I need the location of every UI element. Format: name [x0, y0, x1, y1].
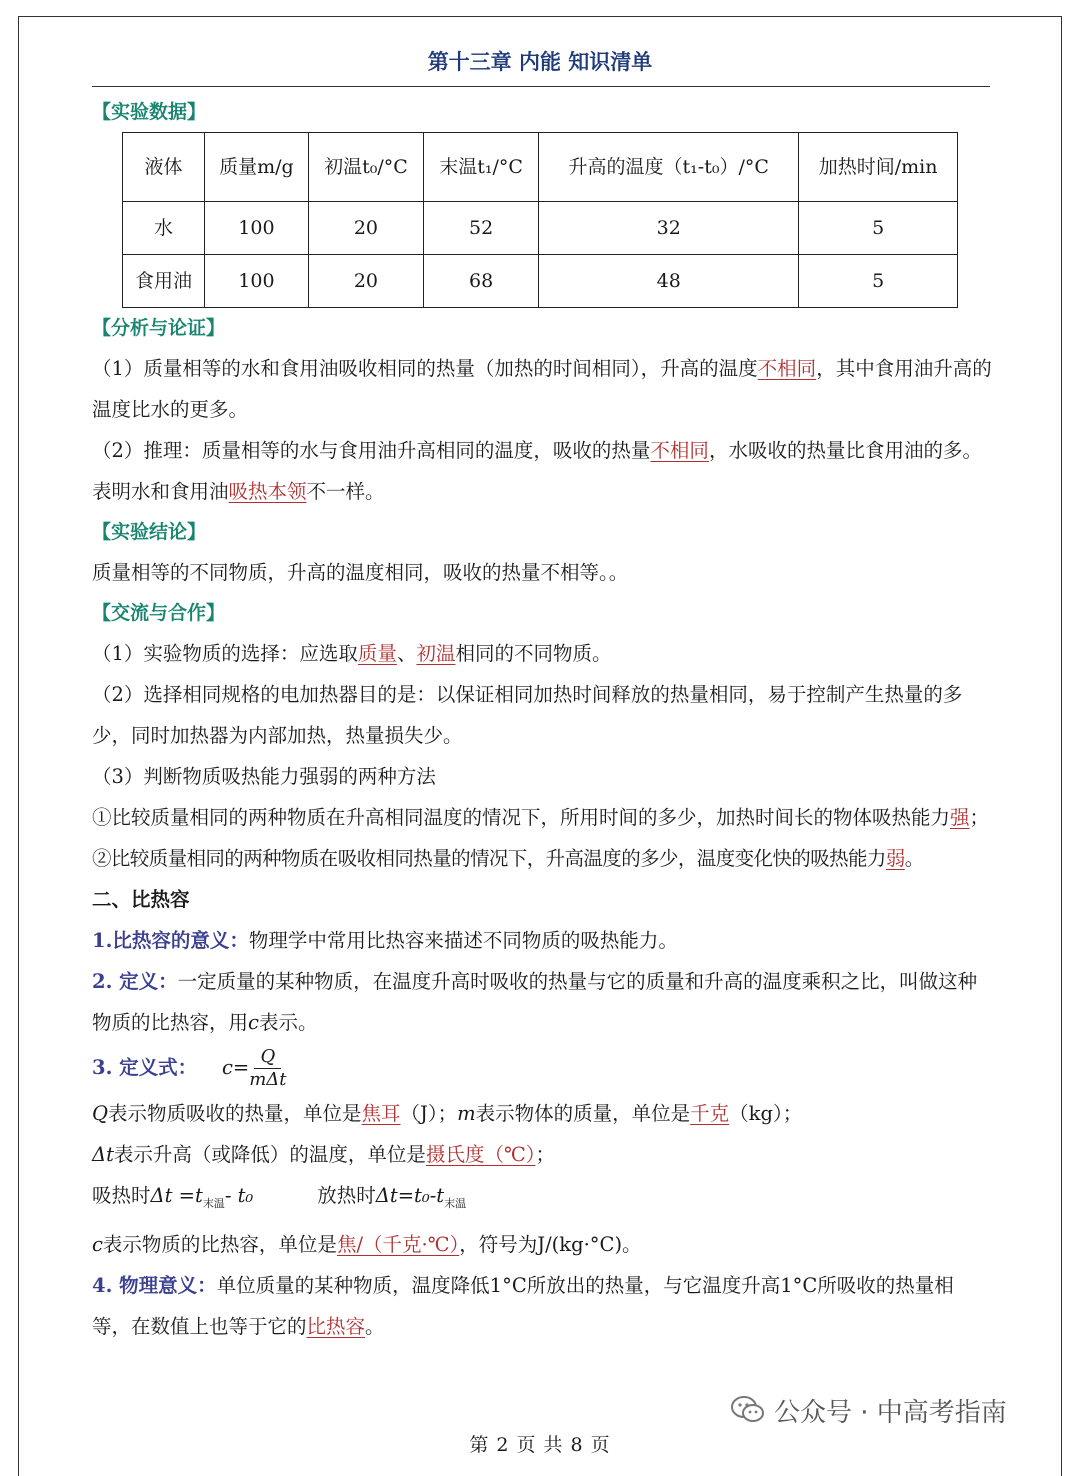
text-run: 相同的不同物质。: [455, 642, 612, 665]
answer-blank: 强: [950, 806, 970, 829]
meaning-paragraph: [92, 920, 992, 961]
answer-blank: 吸热本领: [228, 480, 307, 503]
text-run: （2）推理：质量相等的水与食用油升高相同的温度，吸收的热量: [92, 439, 651, 462]
formula-denominator: mΔt: [249, 1069, 287, 1090]
text-run: 表示升高（或降低）的温度，单位是: [113, 1143, 426, 1166]
table-header-cell: 加热时间/min: [799, 133, 958, 202]
text-run: ②比较质量相同的两种物质在吸收相同热量的情况下，升高温度的多少，温度变化快的吸热能力: [92, 847, 886, 870]
subscript: 末温: [202, 1196, 225, 1210]
item-label: 2. 定义：: [92, 970, 178, 993]
text-run: （kg）；: [729, 1102, 803, 1125]
section-heading-specific-heat: 二、比热容: [92, 888, 190, 911]
text-run: 。: [904, 847, 924, 870]
text-run: ，其中食用油升高的温度比水的更多。: [92, 357, 992, 421]
section-heading-conclusion: 【实验结论】: [92, 521, 207, 543]
item-label: 1.比热容的意义：: [92, 929, 249, 952]
table-header-cell: 液体: [123, 133, 205, 202]
text-run: 一定质量的某种物质，在温度升高时吸收的热量与它的质量和升高的温度乘积之比，叫做这种物质的比热容，用: [92, 970, 978, 1034]
table-cell: 68: [424, 255, 539, 308]
item-label: 3. 定义式：: [92, 1056, 198, 1079]
text-run: 表示物体的质量，单位是: [475, 1102, 691, 1125]
variable-c: c: [92, 1232, 103, 1256]
exchange-item-1: [92, 633, 992, 674]
text-run: 表示物质的比热容，单位是: [102, 1232, 337, 1256]
text-run: （1）实验物质的选择：应选取: [92, 642, 358, 665]
item-label: 4. 物理意义：: [92, 1273, 217, 1297]
answer-blank: 弱: [885, 847, 905, 870]
physical-meaning-paragraph: [92, 1265, 992, 1347]
formula-paragraph: [92, 1043, 992, 1093]
document-body: [92, 92, 992, 1347]
formula-numerator: Q: [254, 1046, 281, 1069]
variable-delta-t: Δt: [92, 1143, 114, 1166]
answer-blank: 千克: [690, 1102, 730, 1125]
table-cell: 32: [539, 202, 799, 255]
exchange-item-4: [92, 797, 992, 838]
exchange-item-3: （3）判断物质吸热能力强弱的两种方法: [92, 765, 436, 788]
analysis-paragraph-1: [92, 348, 992, 430]
conclusion-paragraph: 质量相等的不同物质，升高的温度相同，吸收的热量不相等。。: [92, 561, 629, 584]
wechat-icon: [730, 1395, 766, 1425]
text-run: ；: [969, 806, 990, 829]
text-run: （1）质量相等的水和食用油吸收相同的热量（加热的时间相同），升高的温度: [92, 357, 758, 380]
exchange-item-2: （2）选择相同规格的电加热器目的是：以保证相同加热时间释放的热量相同，易于控制产生热量的多少，同时加热器为内部加热，热量损失少。: [92, 683, 963, 747]
page-title: 第十三章 内能 知识清单: [427, 50, 653, 74]
answer-blank: 不相同: [650, 439, 709, 462]
exchange-item-5: [92, 838, 992, 879]
section-heading-data: 【实验数据】: [92, 101, 207, 123]
definition-paragraph: [92, 961, 992, 1043]
text-run: 表示。: [258, 1011, 318, 1034]
text-run: 放热时: [317, 1184, 376, 1207]
formula-absorb: Δt =t: [150, 1184, 203, 1207]
table-cell: 20: [308, 202, 423, 255]
text-run: ，水吸收的热量比食用油的多。表明水和食用油: [92, 439, 982, 503]
formula-absorb-end: - t₀: [224, 1184, 254, 1207]
table-cell: 5: [799, 255, 958, 308]
table-cell: 100: [205, 202, 309, 255]
table-header-cell: 末温t₁/°C: [424, 133, 539, 202]
table-header-cell: 升高的温度（t₁-t₀）/°C: [539, 133, 799, 202]
table-cell: 48: [539, 255, 799, 308]
answer-blank: 摄氏度（℃）: [425, 1143, 536, 1166]
analysis-paragraph-2: [92, 430, 992, 512]
unit-line-c: [92, 1224, 992, 1265]
variable-q: Q: [92, 1102, 108, 1125]
table-cell: 食用油: [123, 255, 205, 308]
subscript: 末温: [444, 1196, 467, 1210]
watermark-text: 公众号 · 中高考指南: [774, 1397, 1007, 1428]
text-run: ①比较质量相同的两种物质在升高相同温度的情况下，所用时间的多少，加热时间长的物体吸热能力: [92, 806, 951, 829]
table-cell: 52: [424, 202, 539, 255]
answer-blank: 初温: [416, 642, 456, 665]
text-run: 、: [396, 642, 417, 665]
table-header-row: [123, 133, 958, 202]
table-cell: 5: [799, 202, 958, 255]
answer-blank: 比热容: [306, 1314, 366, 1338]
answer-blank: 焦耳: [361, 1102, 401, 1125]
experiment-data-table: [122, 132, 958, 308]
variable-m: m: [457, 1102, 476, 1125]
answer-blank: 焦/（千克·℃）: [336, 1232, 460, 1256]
text-run: 表示物质吸收的热量，单位是: [108, 1102, 362, 1125]
table-row: [123, 202, 958, 255]
table-cell: 水: [123, 202, 205, 255]
text-run: 单位质量的某种物质，温度降低1°C所放出的热量，与它温度升高1°C所吸收的热量相等，在数值上也等于它的: [92, 1273, 954, 1338]
formula-lhs: c=: [221, 1056, 250, 1079]
watermark: [730, 1390, 1007, 1430]
answer-blank: 质量: [357, 642, 397, 665]
unit-line-q-m: [92, 1093, 992, 1134]
formula-release: Δt=t₀-t: [375, 1184, 445, 1207]
answer-blank: 不相同: [757, 357, 817, 380]
unit-line-delta-t: [92, 1134, 992, 1175]
text-run: 。: [365, 1314, 385, 1338]
formula-fraction: [249, 1046, 286, 1091]
header-divider: [92, 86, 990, 87]
table-cell: 20: [308, 255, 423, 308]
text-run: 吸热时: [92, 1184, 151, 1207]
delta-t-formulas: [92, 1175, 992, 1224]
text-run: ；: [535, 1143, 556, 1166]
section-heading-analysis: 【分析与论证】: [92, 317, 226, 339]
table-header-cell: 质量m/g: [205, 133, 309, 202]
variable-c: c: [248, 1011, 259, 1034]
table-row: [123, 255, 958, 308]
text-run: 物理学中常用比热容来描述不同物质的吸热能力。: [248, 929, 678, 952]
text-run: 不一样。: [306, 480, 385, 503]
text-run: （J）；: [400, 1102, 458, 1125]
table-header-cell: 初温t₀/°C: [308, 133, 423, 202]
text-run: ，符号为J/(kg·°C)。: [459, 1232, 642, 1256]
section-heading-exchange: 【交流与合作】: [92, 602, 226, 624]
table-cell: 100: [205, 255, 309, 308]
page-number: 第 2 页 共 8 页: [469, 1434, 611, 1456]
